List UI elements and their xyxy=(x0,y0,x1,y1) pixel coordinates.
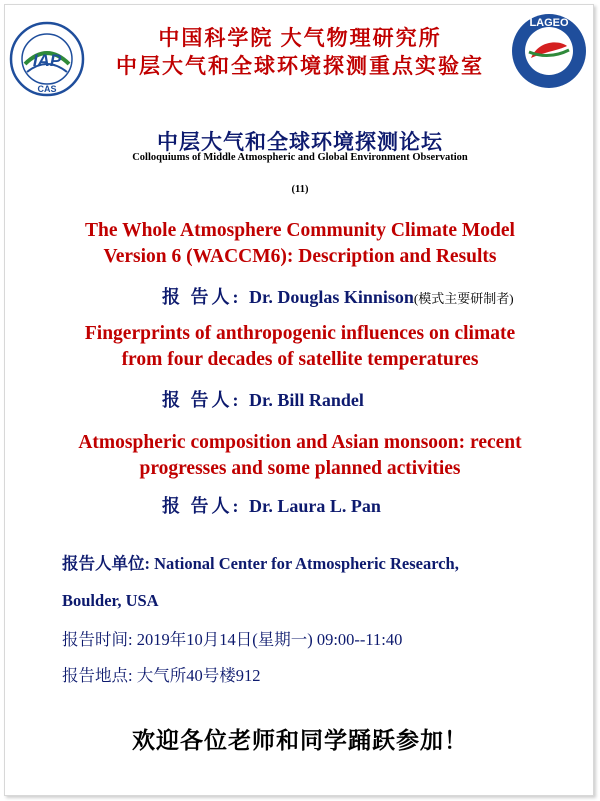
speaker-name: Dr. Douglas Kinnison xyxy=(249,287,414,307)
laboratory-name: 中层大气和全球环境探测重点实验室 xyxy=(116,54,484,78)
talk-title-3-line2: progresses and some planned activities xyxy=(139,458,461,479)
cas-logo-text: CAS xyxy=(37,84,57,94)
issue-number: (11) xyxy=(291,184,309,195)
talk-location: 报告地点: 大气所40号楼912 xyxy=(62,666,261,685)
speaker-affiliation-cont: Boulder, USA xyxy=(62,591,159,610)
speaker-2 xyxy=(162,386,364,412)
speaker-note: (模式主要研制者) xyxy=(413,291,514,306)
talk-title-3-line1: Atmospheric composition and Asian monsoon: recent xyxy=(78,432,522,453)
speaker-1 xyxy=(162,283,514,309)
speaker-label: 报 告人: xyxy=(162,496,249,516)
forum-title-cn: 中层大气和全球环境探测论坛 xyxy=(157,130,443,154)
speaker-name: Dr. Bill Randel xyxy=(249,390,364,410)
talk-time: 报告时间: 2019年10月14日(星期一) 09:00--11:40 xyxy=(62,630,403,649)
speaker-affiliation: 报告人单位: National Center for Atmospheric Research, xyxy=(62,554,459,573)
lageo-logo-text: LAGEO xyxy=(529,17,569,29)
speaker-name: Dr. Laura L. Pan xyxy=(249,496,381,516)
speaker-label: 报 告人: xyxy=(162,390,249,410)
talk-title-2 xyxy=(0,321,600,373)
speaker-label: 报 告人: xyxy=(162,287,249,307)
iap-logo-text: IAP xyxy=(32,51,62,70)
institute-name: 中国科学院 大气物理研究所 xyxy=(158,26,442,50)
talk-title-1-line1: The Whole Atmosphere Community Climate Model xyxy=(85,220,515,241)
talk-title-1 xyxy=(0,218,600,270)
talk-title-1-line2: Version 6 (WACCM6): Description and Results xyxy=(103,246,497,267)
forum-title-en: Colloquiums of Middle Atmospheric and Global Environment Observation xyxy=(132,152,468,163)
welcome-message: 欢迎各位老师和同学踊跃参加！ xyxy=(132,728,468,753)
talk-title-3 xyxy=(0,430,600,482)
talk-title-2-line2: from four decades of satellite temperatures xyxy=(121,349,479,370)
speaker-3 xyxy=(162,492,381,518)
talk-title-2-line1: Fingerprints of anthropogenic influences on climate xyxy=(84,323,516,344)
